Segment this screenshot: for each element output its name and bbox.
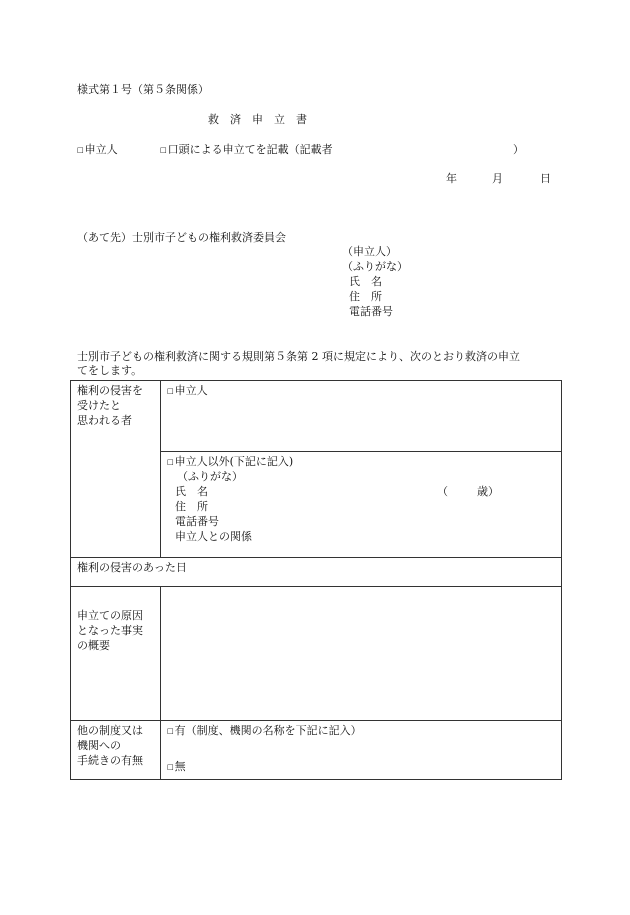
petitioner-checkbox-label: 申立人 xyxy=(84,143,118,156)
cause-content-cell[interactable] xyxy=(161,587,562,721)
procedure-yes-checkbox[interactable] xyxy=(167,724,555,739)
procedure-yes-label: 有（制度、機関の名称を下記に記入） xyxy=(174,724,362,737)
victim-self-cell xyxy=(161,381,562,452)
checkbox-icon: ☐ xyxy=(77,143,84,156)
date-month: 月 xyxy=(492,172,503,185)
intro-text-line1: 士別市子どもの権利救済に関する規則第５条第 2 項に規定により、次のとおり救済の申立 xyxy=(77,350,520,363)
victim-name-label: 氏 名 xyxy=(175,485,208,499)
cause-label-line: 申立ての原因 xyxy=(77,609,143,622)
checkbox-icon: ☐ xyxy=(167,759,174,773)
checkbox-icon: ☐ xyxy=(167,384,174,397)
victim-label-line: 受けたと xyxy=(77,398,121,412)
petition-form-table xyxy=(70,380,562,780)
other-procedure-row xyxy=(71,721,562,780)
victim-label-line: 権利の侵害を xyxy=(77,384,143,397)
document-title: 救 済 申 立 書 xyxy=(208,113,307,126)
victim-row-self xyxy=(71,381,562,452)
victim-name-row xyxy=(167,485,555,500)
victim-label-line: 思われる者 xyxy=(77,413,132,427)
victim-relation-label: 申立人との関係 xyxy=(175,529,252,543)
infringement-date-label: 権利の侵害のあった日 xyxy=(77,561,187,574)
applicant-address-label: 住 所 xyxy=(349,290,382,303)
victim-other-label: 申立人以外(下記に記入) xyxy=(174,455,294,469)
oral-record-close: ） xyxy=(513,143,524,156)
procedure-no-label: 無 xyxy=(174,759,186,773)
other-procedure-label-line: 機関への xyxy=(77,738,121,752)
applicant-heading: （申立人） xyxy=(342,245,397,258)
other-procedure-label-line: 他の制度又は xyxy=(77,724,143,737)
checkbox-icon: ☐ xyxy=(167,724,174,737)
cause-label-line: となった事実 xyxy=(77,623,143,637)
procedure-no-checkbox[interactable] xyxy=(167,760,555,775)
cause-label-cell xyxy=(71,587,161,721)
victim-label-cell xyxy=(71,381,161,558)
petitioner-checkbox[interactable] xyxy=(77,143,118,158)
cause-row xyxy=(71,587,562,721)
victim-furigana-label: （ふりがな） xyxy=(177,470,243,484)
intro-text-line2: てをします。 xyxy=(77,364,143,377)
checkbox-icon: ☐ xyxy=(167,455,174,469)
victim-age-close: 歳） xyxy=(477,485,499,499)
checkbox-icon: ☐ xyxy=(160,143,167,156)
victim-self-checkbox[interactable] xyxy=(167,384,208,397)
other-procedure-label-cell xyxy=(71,721,161,780)
other-procedure-label-line: 手続きの有無 xyxy=(77,753,143,767)
victim-address-label: 住 所 xyxy=(175,499,208,513)
victim-age-open: （ xyxy=(437,485,448,499)
victim-other-checkbox[interactable] xyxy=(167,455,555,470)
infringement-date-row xyxy=(71,558,562,587)
infringement-date-cell xyxy=(71,558,562,587)
applicant-phone-label: 電話番号 xyxy=(349,305,393,318)
date-day: 日 xyxy=(540,172,551,185)
applicant-name-label: 氏 名 xyxy=(349,275,382,288)
oral-record-label: 口頭による申立てを記載（記載者 xyxy=(167,143,333,156)
other-procedure-options-cell xyxy=(161,721,562,780)
cause-label-line: の概要 xyxy=(77,638,110,652)
applicant-furigana: （ふりがな） xyxy=(342,260,408,273)
victim-other-cell xyxy=(161,452,562,558)
addressee: （あて先）士別市子どもの権利救済委員会 xyxy=(77,231,286,244)
form-number: 様式第１号（第５条関係） xyxy=(77,83,209,96)
date-year: 年 xyxy=(446,172,457,185)
oral-record-checkbox[interactable] xyxy=(160,143,333,158)
victim-phone-label: 電話番号 xyxy=(175,514,219,528)
victim-self-label: 申立人 xyxy=(174,384,208,397)
